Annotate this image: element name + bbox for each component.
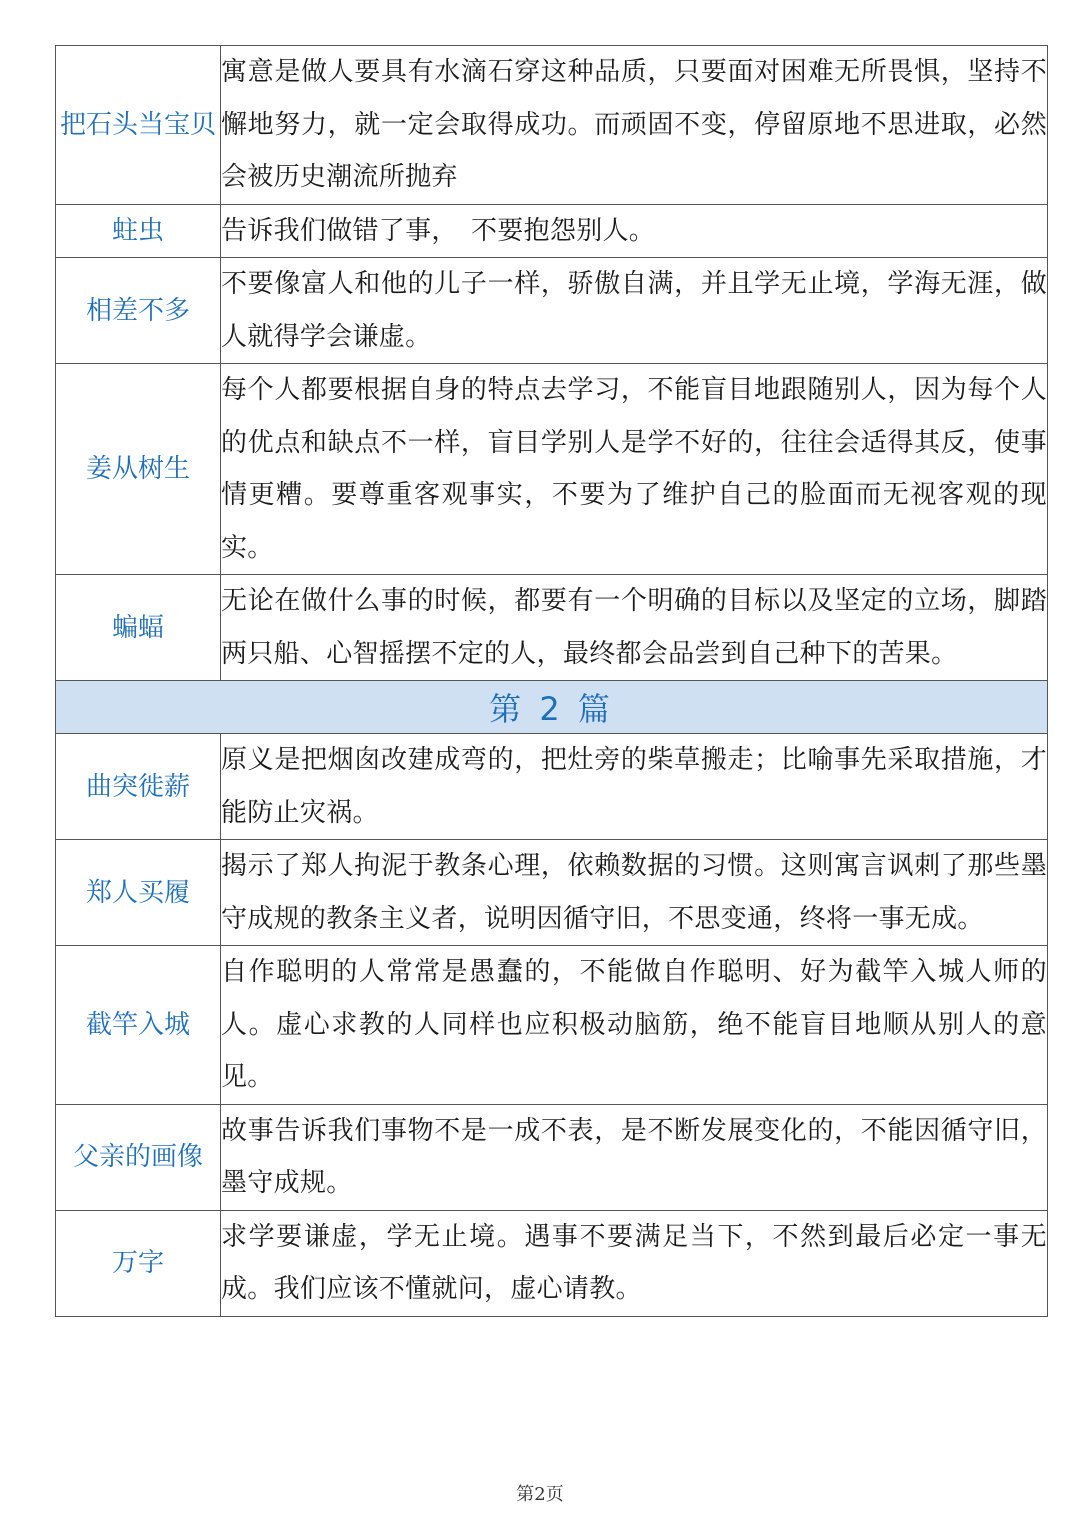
table-row	[56, 1104, 1048, 1210]
fable-title: 曲突徙薪	[56, 734, 221, 840]
section-heading: 第 2 篇	[56, 681, 1048, 734]
fable-title: 蛀虫	[56, 204, 221, 258]
fable-moral: 原义是把烟囱改建成弯的，把灶旁的柴草搬走；比喻事先采取措施，才能防止灾祸。	[221, 734, 1048, 840]
fable-moral: 无论在做什么事的时候，都要有一个明确的目标以及坚定的立场，脚踏两只船、心智摇摆不定的人，最终都会品尝到自己种下的苦果。	[221, 575, 1048, 681]
fable-moral: 自作聪明的人常常是愚蠢的，不能做自作聪明、好为截竿入城人师的人。虚心求教的人同样也应积极动脑筋，绝不能盲目地顺从别人的意见。	[221, 946, 1048, 1105]
fable-moral: 故事告诉我们事物不是一成不表，是不断发展变化的，不能因循守旧，墨守成规。	[221, 1104, 1048, 1210]
table-row	[56, 364, 1048, 575]
section-header-row	[56, 681, 1048, 734]
page-number: 第2页	[516, 1484, 564, 1505]
fable-moral: 告诉我们做错了事， 不要抱怨别人。	[221, 204, 1048, 258]
fable-title: 郑人买履	[56, 840, 221, 946]
fable-moral: 揭示了郑人拘泥于教条心理，依赖数据的习惯。这则寓言讽刺了那些墨守成规的教条主义者，说明因循守旧，不思变通，终将一事无成。	[221, 840, 1048, 946]
fable-title: 把石头当宝贝	[56, 46, 221, 205]
table-row	[56, 840, 1048, 946]
fable-moral: 不要像富人和他的儿子一样，骄傲自满，并且学无止境，学海无涯，做人就得学会谦虚。	[221, 258, 1048, 364]
fable-title: 姜从树生	[56, 364, 221, 575]
table-row	[56, 575, 1048, 681]
table-row	[56, 946, 1048, 1105]
fable-title: 截竿入城	[56, 946, 221, 1105]
fable-moral: 每个人都要根据自身的特点去学习，不能盲目地跟随别人，因为每个人的优点和缺点不一样，盲目学别人是学不好的，往往会适得其反，使事情更糟。要尊重客观事实，不要为了维护自己的脸面而无视客观的现实。	[221, 364, 1048, 575]
fable-table	[55, 45, 1048, 1317]
table-row	[56, 46, 1048, 205]
fable-title: 蝙蝠	[56, 575, 221, 681]
fable-moral: 寓意是做人要具有水滴石穿这种品质，只要面对困难无所畏惧，坚持不懈地努力，就一定会取得成功。而顽固不变，停留原地不思进取，必然会被历史潮流所抛弃	[221, 46, 1048, 205]
table-row	[56, 204, 1048, 258]
fable-title: 父亲的画像	[56, 1104, 221, 1210]
table-row	[56, 734, 1048, 840]
fable-title: 万字	[56, 1210, 221, 1316]
fable-moral: 求学要谦虚，学无止境。遇事不要满足当下，不然到最后必定一事无成。我们应该不懂就问，虚心请教。	[221, 1210, 1048, 1316]
fable-title: 相差不多	[56, 258, 221, 364]
table-row	[56, 1210, 1048, 1316]
table-row	[56, 258, 1048, 364]
